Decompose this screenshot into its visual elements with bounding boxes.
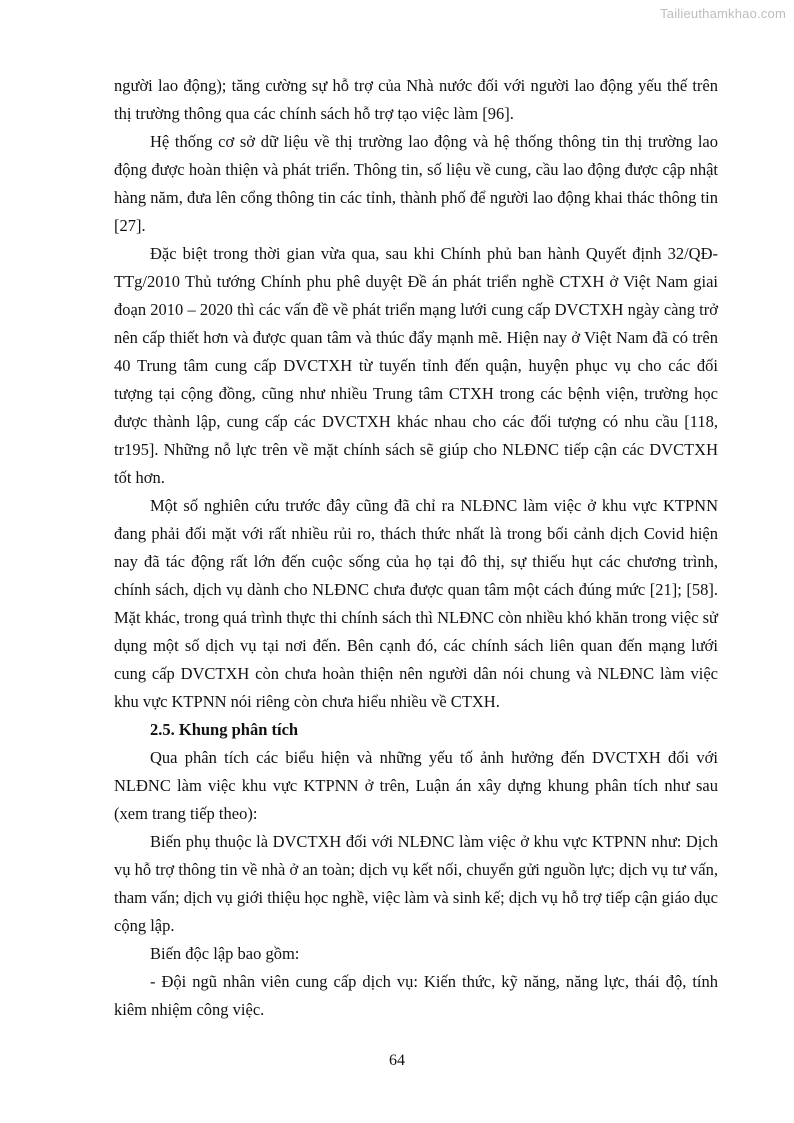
paragraph-continued: người lao động); tăng cường sự hỗ trợ của Nhà nước đối với người lao động yếu thế trên thị trường thông qua các chính sách hỗ trợ tạo việc làm [96]. bbox=[114, 76, 718, 123]
paragraph-staff-item: - Đội ngũ nhân viên cung cấp dịch vụ: Kiến thức, kỹ năng, năng lực, thái độ, tính kiêm nhiệm công việc. bbox=[114, 972, 718, 1019]
paragraph-research: Một số nghiên cứu trước đây cũng đã chỉ ra NLĐNC làm việc ở khu vực KTPNN đang phải đối mặt với rất nhiều rủi ro, thách thức nhất là trong bối cảnh dịch Covid hiện nay đã tác động rất lớn đến cuộc sống của họ tại đô thị, sự thiếu hụt các chương trình, chính sách, dịch vụ dành cho NLĐNC chưa được quan tâm một cách đúng mức [21]; [58]. Mặt khác, trong quá trình thực thi chính sách thì NLĐNC còn nhiều khó khăn trong việc sử dụng một số dịch vụ tại nơi đến. Bên cạnh đó, các chính sách liên quan đến mạng lưới cung cấp DVCTXH còn chưa hoàn thiện nên người dân nói chung và NLĐNC làm việc khu vực KTPNN nói riêng còn chưa hiểu nhiều về CTXH. bbox=[114, 496, 718, 711]
watermark: Tailieuthamkhao.com bbox=[660, 6, 786, 21]
paragraph-independent-variable-intro: Biến độc lập bao gồm: bbox=[150, 944, 300, 963]
paragraph-database: Hệ thống cơ sở dữ liệu về thị trường lao động và hệ thống thông tin thị trường lao động được hoàn thiện và phát triển. Thông tin, số liệu về cung, cầu lao động được cập nhật hàng năm, đưa lên cổng thông tin các tỉnh, thành phố để người lao động khai thác thông tin [27]. bbox=[114, 132, 718, 235]
paragraph-framework-intro: Qua phân tích các biểu hiện và những yếu tố ảnh hưởng đến DVCTXH đối với NLĐNC làm việc khu vực KTPNN ở trên, Luận án xây dựng khung phân tích như sau (xem trang tiếp theo): bbox=[114, 748, 718, 823]
paragraph-decision: Đặc biệt trong thời gian vừa qua, sau khi Chính phủ ban hành Quyết định 32/QĐ-TTg/2010 Thủ tướng Chính phu phê duyệt Đề án phát triển nghề CTXH ở Việt Nam giai đoạn 2010 – 2020 thì các vấn đề về phát triển mạng lưới cung cấp DVCTXH ngày càng trở nên cấp thiết hơn và được quan tâm và thúc đẩy mạnh mẽ. Hiện nay ở Việt Nam đã có trên 40 Trung tâm cung cấp DVCTXH từ tuyến tỉnh đến quận, huyện phục vụ cho các đối tượng tại cộng đồng, cũng như nhiều Trung tâm CTXH trong các bệnh viện, trường học được thành lập, cung cấp các DVCTXH khác nhau cho các đối tượng có nhu cầu [118, tr195]. Những nỗ lực trên về mặt chính sách sẽ giúp cho NLĐNC tiếp cận các DVCTXH tốt hơn. bbox=[114, 244, 718, 487]
page-number: 64 bbox=[389, 1052, 405, 1069]
paragraph-dependent-variable: Biến phụ thuộc là DVCTXH đối với NLĐNC làm việc ở khu vực KTPNN như: Dịch vụ hỗ trợ thông tin về nhà ở an toàn; dịch vụ kết nối, chuyển gửi nguồn lực; dịch vụ tư vấn, tham vấn; dịch vụ giới thiệu học nghề, việc làm và sinh kế; dịch vụ hỗ trợ tiếp cận giáo dục cộng lập. bbox=[114, 832, 718, 935]
page-content bbox=[114, 72, 718, 1024]
section-heading: 2.5. Khung phân tích bbox=[150, 720, 299, 739]
